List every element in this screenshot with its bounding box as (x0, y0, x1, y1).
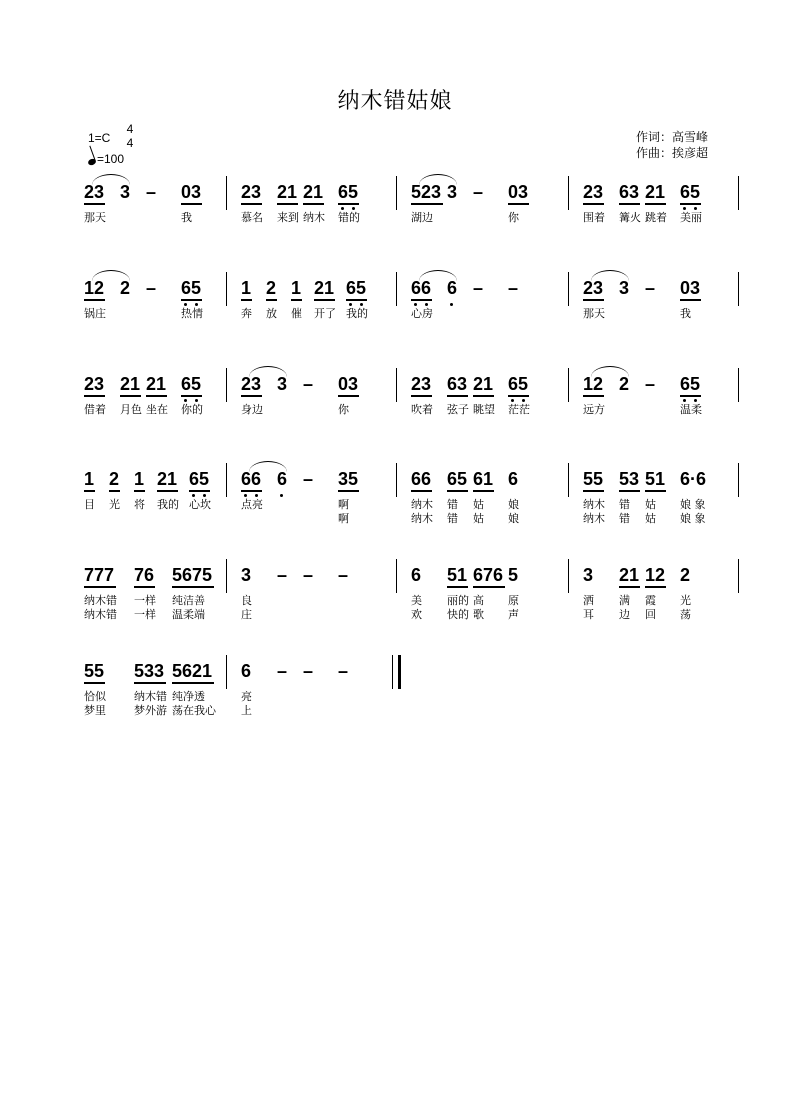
note: 66 (241, 469, 262, 489)
lyric-verse-2: 声 (508, 608, 519, 621)
lyric-verse-2: 梦外游 (134, 704, 167, 717)
note: 55 (84, 661, 105, 681)
note: 21 (473, 374, 494, 394)
note: – (645, 374, 656, 394)
note: 2 (266, 278, 277, 298)
slur (92, 270, 130, 281)
beam-line (241, 203, 262, 205)
note: 3 (447, 182, 458, 202)
lyric-verse-1: 来到 (277, 211, 299, 224)
barline (396, 176, 397, 210)
lyric-verse-2: 一样 (134, 608, 156, 621)
beam-line (473, 490, 494, 492)
beam-line (680, 299, 701, 301)
beam-line (84, 299, 105, 301)
note: 21 (303, 182, 324, 202)
note: 6·6 (680, 469, 707, 489)
lyric-verse-1: 温柔 (680, 403, 702, 416)
barline (396, 368, 397, 402)
final-barline (392, 655, 401, 689)
lyric-verse-1: 霞 (645, 594, 656, 607)
lyric-verse-2: 歌 (473, 608, 484, 621)
beam-line (619, 203, 640, 205)
barline (738, 368, 739, 402)
lyric-verse-2: 庄 (241, 608, 252, 621)
barline (396, 272, 397, 306)
note: 21 (619, 565, 640, 585)
beam-line (181, 299, 202, 301)
note: 533 (134, 661, 165, 681)
lyric-verse-1: 恰似 (84, 690, 106, 703)
beam-line (619, 490, 640, 492)
beam-line (157, 490, 178, 492)
beam-line (583, 490, 604, 492)
lyric-verse-2: 耳 (583, 608, 594, 621)
lyric-verse-2: 错 (447, 512, 458, 525)
note: 65 (346, 278, 367, 298)
measure (583, 278, 723, 330)
beam-line (583, 299, 604, 301)
note: 66 (411, 278, 432, 298)
lyric-verse-2: 温柔端 (172, 608, 205, 621)
lyric-verse-2: 啊 (338, 512, 349, 525)
barline (226, 559, 227, 593)
beam-line (291, 299, 302, 301)
note: 6 (277, 469, 288, 489)
note: 1 (291, 278, 302, 298)
measure (84, 374, 224, 426)
beam-line (447, 586, 468, 588)
note: 23 (84, 182, 105, 202)
beam-line (508, 395, 529, 397)
lyric-verse-1: 远方 (583, 403, 605, 416)
note: 65 (181, 278, 202, 298)
measure (583, 469, 723, 525)
slur (419, 174, 457, 185)
lyric-verse-1: 催 (291, 307, 302, 320)
note: – (338, 661, 349, 681)
beam-line (181, 203, 202, 205)
beam-line (303, 203, 324, 205)
lyric-verse-1: 吹着 (411, 403, 433, 416)
note: 676 (473, 565, 504, 585)
lyric-verse-1: 美丽 (680, 211, 702, 224)
note: 03 (338, 374, 359, 394)
beam-line (583, 203, 604, 205)
lyric-verse-1: 姑 (473, 498, 484, 511)
tempo-marking (88, 152, 124, 166)
lyric-verse-1: 纯净透 (172, 690, 205, 703)
beam-line (109, 490, 120, 492)
lyric-verse-1: 奔 (241, 307, 252, 320)
beam-line (645, 586, 666, 588)
beam-line (447, 395, 468, 397)
beam-line (447, 490, 468, 492)
note: 65 (447, 469, 468, 489)
measure (241, 374, 381, 426)
lyric-verse-1: 娘 象 (680, 498, 706, 511)
lyric-verse-2: 荡 (680, 608, 691, 621)
slur (591, 366, 629, 377)
measure (411, 182, 551, 234)
time-signature-bottom: 4 (126, 136, 134, 150)
measure (411, 278, 551, 330)
note: – (303, 565, 314, 585)
lyric-verse-1: 纳木 (583, 498, 605, 511)
lyricist-credit: 作词：高雪峰 (636, 130, 709, 144)
lyric-verse-2: 纳木 (411, 512, 433, 525)
lyric-verse-1: 你 (338, 403, 349, 416)
beam-line (84, 203, 105, 205)
lyric-verse-1: 眺望 (473, 403, 495, 416)
barline (226, 272, 227, 306)
note: 35 (338, 469, 359, 489)
note: – (303, 374, 314, 394)
note: – (277, 565, 288, 585)
lyric-verse-2: 娘 象 (680, 512, 706, 525)
note: 6 (508, 469, 519, 489)
barline (568, 176, 569, 210)
barline (226, 368, 227, 402)
note: 6 (447, 278, 458, 298)
lyric-verse-1: 纳木错 (134, 690, 167, 703)
lyric-verse-1: 光 (109, 498, 120, 511)
beam-line (338, 490, 359, 492)
note: 6 (241, 661, 252, 681)
lyric-verse-1: 热情 (181, 307, 203, 320)
beam-line (172, 586, 214, 588)
note: 5675 (172, 565, 213, 585)
note: 5 (508, 565, 519, 585)
beam-line (84, 395, 105, 397)
note: 1 (241, 278, 252, 298)
measure (84, 278, 224, 330)
beam-line (473, 395, 494, 397)
lyric-verse-2: 边 (619, 608, 630, 621)
lyric-verse-1: 高 (473, 594, 484, 607)
tempo-value: =100 (97, 152, 125, 166)
measure (84, 661, 224, 717)
barline (738, 463, 739, 497)
note: 2 (120, 278, 131, 298)
measure (241, 278, 381, 330)
lyric-verse-2: 姑 (645, 512, 656, 525)
lyric-verse-1: 坐在 (146, 403, 168, 416)
barline (738, 176, 739, 210)
lyric-verse-1: 围着 (583, 211, 605, 224)
lyric-verse-2: 上 (241, 704, 252, 717)
note: 66 (411, 469, 432, 489)
beam-line (411, 299, 432, 301)
note: 03 (508, 182, 529, 202)
lyric-verse-1: 我的 (157, 498, 179, 511)
note: 23 (84, 374, 105, 394)
beam-line (411, 395, 432, 397)
measure (583, 374, 723, 426)
note: 2 (109, 469, 120, 489)
low-octave-dot (280, 494, 283, 497)
note: 23 (583, 278, 604, 298)
note: 12 (645, 565, 666, 585)
beam-line (84, 586, 116, 588)
lyric-verse-1: 啊 (338, 498, 349, 511)
measure (241, 565, 381, 621)
note: 03 (181, 182, 202, 202)
beam-line (619, 586, 640, 588)
measure (241, 661, 381, 717)
composer-credit: 作曲：挨彦超 (636, 146, 709, 160)
measure (84, 182, 224, 234)
lyric-verse-1: 丽的 (447, 594, 469, 607)
lyric-verse-1: 我 (181, 211, 192, 224)
note: – (146, 278, 157, 298)
note: 2 (619, 374, 630, 394)
barline (738, 272, 739, 306)
note: – (645, 278, 656, 298)
lyric-verse-2: 欢 (411, 608, 422, 621)
barline (568, 463, 569, 497)
note: 23 (241, 182, 262, 202)
note: 65 (189, 469, 210, 489)
lyric-verse-1: 篝火 (619, 211, 641, 224)
measure (84, 469, 224, 521)
note: 21 (146, 374, 167, 394)
beam-line (134, 682, 166, 684)
lyric-verse-2: 错 (619, 512, 630, 525)
lyric-verse-1: 月色 (120, 403, 142, 416)
low-octave-dot (450, 303, 453, 306)
measure (84, 565, 224, 621)
note: 55 (583, 469, 604, 489)
key-signature: 1=C (88, 131, 111, 145)
measure (241, 469, 381, 525)
lyric-verse-1: 弦子 (447, 403, 469, 416)
note: 777 (84, 565, 115, 585)
lyric-verse-1: 你的 (181, 403, 203, 416)
note: 3 (583, 565, 594, 585)
lyric-verse-1: 跳着 (645, 211, 667, 224)
barline (396, 463, 397, 497)
barline (738, 559, 739, 593)
note: 3 (619, 278, 630, 298)
lyric-verse-2: 荡在我心 (172, 704, 216, 717)
note: – (303, 661, 314, 681)
song-title: 纳木错姑娘 (337, 89, 453, 114)
beam-line (680, 395, 701, 397)
note: 03 (680, 278, 701, 298)
slur (419, 270, 457, 281)
lyric-verse-1: 纳木 (303, 211, 325, 224)
note: 65 (181, 374, 202, 394)
note: 51 (447, 565, 468, 585)
lyric-verse-1: 我 (680, 307, 691, 320)
barline (226, 176, 227, 210)
note: – (473, 182, 484, 202)
note: 76 (134, 565, 155, 585)
lyric-verse-1: 身边 (241, 403, 263, 416)
lyric-verse-2: 娘 (508, 512, 519, 525)
beam-line (680, 203, 701, 205)
beam-line (241, 395, 262, 397)
lyric-verse-1: 那天 (84, 211, 106, 224)
note: 3 (277, 374, 288, 394)
barline (568, 272, 569, 306)
slur (249, 366, 287, 377)
measure (583, 182, 723, 234)
beam-line (241, 299, 252, 301)
time-signature (123, 122, 137, 150)
note: 21 (157, 469, 178, 489)
lyric-verse-2: 梦里 (84, 704, 106, 717)
lyric-verse-2: 姑 (473, 512, 484, 525)
note: – (146, 182, 157, 202)
lyric-verse-1: 慕名 (241, 211, 263, 224)
beam-line (241, 490, 262, 492)
lyric-verse-1: 开了 (314, 307, 336, 320)
lyric-verse-2: 回 (645, 608, 656, 621)
note: 12 (583, 374, 604, 394)
lyric-verse-1: 点亮 (241, 498, 263, 511)
lyric-verse-1: 纳木 (411, 498, 433, 511)
lyric-verse-1: 光 (680, 594, 691, 607)
lyric-verse-1: 借着 (84, 403, 106, 416)
barline (568, 368, 569, 402)
lyric-verse-2: 纳木错 (84, 608, 117, 621)
note: 2 (680, 565, 691, 585)
note: – (473, 278, 484, 298)
slur (92, 174, 130, 185)
beam-line (473, 586, 505, 588)
measure (411, 565, 551, 621)
note: 65 (508, 374, 529, 394)
beam-line (134, 490, 145, 492)
lyric-verse-1: 亮 (241, 690, 252, 703)
note: – (277, 661, 288, 681)
beam-line (338, 395, 359, 397)
lyric-verse-1: 湖边 (411, 211, 433, 224)
beam-line (172, 682, 214, 684)
note: – (338, 565, 349, 585)
note: – (508, 278, 519, 298)
note: 63 (619, 182, 640, 202)
beam-line (134, 586, 155, 588)
lyric-verse-1: 纯洁善 (172, 594, 205, 607)
time-signature-top: 4 (126, 122, 134, 136)
lyric-verse-2: 纳木 (583, 512, 605, 525)
barline (568, 559, 569, 593)
measure (583, 565, 723, 621)
note: 65 (680, 182, 701, 202)
lyric-verse-1: 将 (134, 498, 145, 511)
beam-line (266, 299, 277, 301)
barline (226, 463, 227, 497)
lyric-verse-1: 我的 (346, 307, 368, 320)
lyric-verse-1: 纳木错 (84, 594, 117, 607)
beam-line (120, 395, 141, 397)
note: 3 (241, 565, 252, 585)
beam-line (346, 299, 367, 301)
beam-line (338, 203, 359, 205)
note: 61 (473, 469, 494, 489)
note: 523 (411, 182, 442, 202)
beam-line (84, 490, 95, 492)
note: 63 (447, 374, 468, 394)
beam-line (146, 395, 167, 397)
lyric-verse-1: 满 (619, 594, 630, 607)
note: 65 (338, 182, 359, 202)
lyric-verse-1: 放 (266, 307, 277, 320)
beam-line (508, 203, 529, 205)
note: – (303, 469, 314, 489)
beam-line (411, 203, 443, 205)
lyric-verse-1: 你 (508, 211, 519, 224)
barline (396, 559, 397, 593)
lyric-verse-1: 目 (84, 498, 95, 511)
measure (411, 469, 551, 525)
barline (226, 655, 227, 689)
beam-line (645, 490, 666, 492)
beam-line (181, 395, 202, 397)
beam-line (645, 203, 666, 205)
beam-line (583, 395, 604, 397)
lyric-verse-1: 茫茫 (508, 403, 530, 416)
lyric-verse-1: 错的 (338, 211, 360, 224)
note: 6 (411, 565, 422, 585)
note: 12 (84, 278, 105, 298)
note: 53 (619, 469, 640, 489)
lyric-verse-1: 良 (241, 594, 252, 607)
note: 5621 (172, 661, 213, 681)
lyric-verse-1: 一样 (134, 594, 156, 607)
note: 1 (84, 469, 95, 489)
note: 1 (134, 469, 145, 489)
beam-line (277, 203, 298, 205)
lyric-verse-1: 姑 (645, 498, 656, 511)
note: 65 (680, 374, 701, 394)
note: 21 (645, 182, 666, 202)
measure (241, 182, 381, 234)
note: 21 (120, 374, 141, 394)
beam-line (314, 299, 335, 301)
note: 23 (241, 374, 262, 394)
measure (411, 374, 551, 426)
note: 23 (583, 182, 604, 202)
note: 3 (120, 182, 131, 202)
quarter-note-icon (87, 158, 97, 166)
lyric-verse-1: 错 (619, 498, 630, 511)
lyric-verse-1: 洒 (583, 594, 594, 607)
lyric-verse-2: 快的 (447, 608, 469, 621)
beam-line (411, 490, 432, 492)
lyric-verse-1: 锅庄 (84, 307, 106, 320)
lyric-verse-1: 心房 (411, 307, 433, 320)
slur (249, 461, 287, 472)
lyric-verse-1: 错 (447, 498, 458, 511)
lyric-verse-1: 原 (508, 594, 519, 607)
beam-line (84, 682, 105, 684)
lyric-verse-1: 娘 (508, 498, 519, 511)
lyric-verse-1: 那天 (583, 307, 605, 320)
note: 21 (314, 278, 335, 298)
slur (591, 270, 629, 281)
note: 23 (411, 374, 432, 394)
lyric-verse-1: 心坎 (189, 498, 211, 511)
note: 21 (277, 182, 298, 202)
note: 51 (645, 469, 666, 489)
lyric-verse-1: 美 (411, 594, 422, 607)
beam-line (189, 490, 210, 492)
